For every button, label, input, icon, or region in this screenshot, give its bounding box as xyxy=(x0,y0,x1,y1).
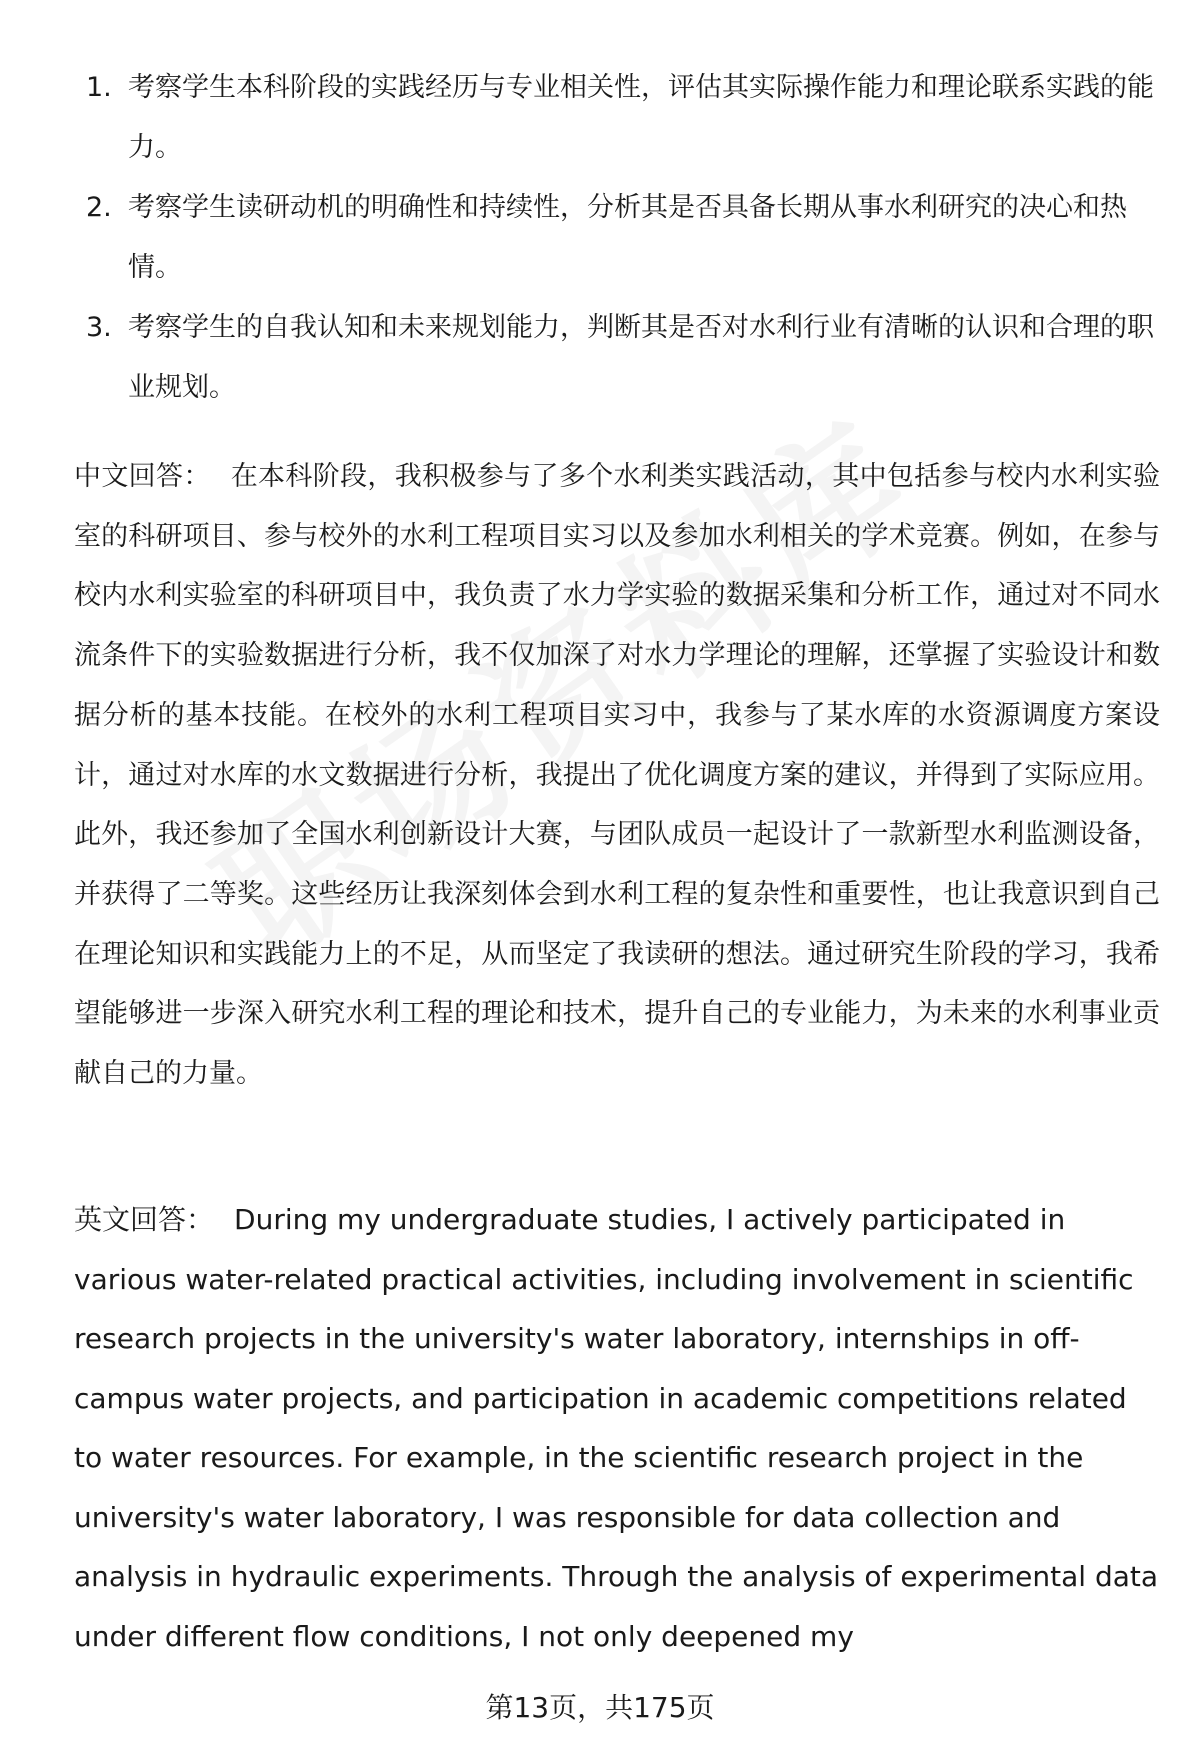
list-item-text: 考察学生的自我认知和未来规划能力，判断其是否对水利行业有清晰的认识和合理的职业规划。 xyxy=(128,312,1154,403)
list-item xyxy=(74,298,1160,418)
chinese-answer-label: 中文回答： xyxy=(74,461,211,492)
chinese-answer-text: 在本科阶段，我积极参与了多个水利类实践活动，其中包括参与校内水利实验室的科研项目、参与校外的水利工程项目实习以及参加水利相关的学术竞赛。例如，在参与校内水利实验室的科研项目中，我负责了水力学实验的数据采集和分析工作，通过对不同水流条件下的实验数据进行分析，我不仅加深了对水力学理论的理解，还掌握了实验设计和数据分析的基本技能。在校外的水利工程项目实习中，我参与了某水库的水资源调度方案设计，通过对水库的水文数据进行分析，我提出了优化调度方案的建议，并得到了实际应用。此外，我还参加了全国水利创新设计大赛，与团队成员一起设计了一款新型水利监测设备，并获得了二等奖。这些经历让我深刻体会到水利工程的复杂性和重要性，也让我意识到自己在理论知识和实践能力上的不足，从而坚定了我读研的想法。通过研究生阶段的学习，我希望能够进一步深入研究水利工程的理论和技术，提升自己的专业能力，为未来的水利事业贡献自己的力量。 xyxy=(74,461,1161,1090)
list-item-text: 考察学生读研动机的明确性和持续性，分析其是否具备长期从事水利研究的决心和热情。 xyxy=(128,192,1127,283)
list-item xyxy=(74,178,1160,298)
list-number: 3. xyxy=(86,312,112,343)
english-answer-paragraph xyxy=(74,1190,1160,1666)
page-number-footer: 第13页，共175页 xyxy=(485,1691,715,1724)
list-item xyxy=(74,58,1160,178)
chinese-answer-paragraph xyxy=(74,447,1160,1104)
list-number: 1. xyxy=(86,72,112,103)
list-number: 2. xyxy=(86,192,112,223)
list-item-text: 考察学生本科阶段的实践经历与专业相关性，评估其实际操作能力和理论联系实践的能力。 xyxy=(128,72,1154,163)
evaluation-criteria-list xyxy=(74,58,1160,418)
english-answer-text: During my undergraduate studies, I actively participated in various water-related practical activities, including involvement in scientific research projects in the university's water laboratory, internships in off-campus water projects, and participation in academic competitions related to water resources. For example, in the scientific research project in the university's water laboratory, I was responsible for data collection and analysis in hydraulic experiments. Through the analysis of experimental data under different flow conditions, I not only deepened my xyxy=(74,1203,1159,1653)
english-answer-label: 英文回答： xyxy=(74,1203,215,1236)
